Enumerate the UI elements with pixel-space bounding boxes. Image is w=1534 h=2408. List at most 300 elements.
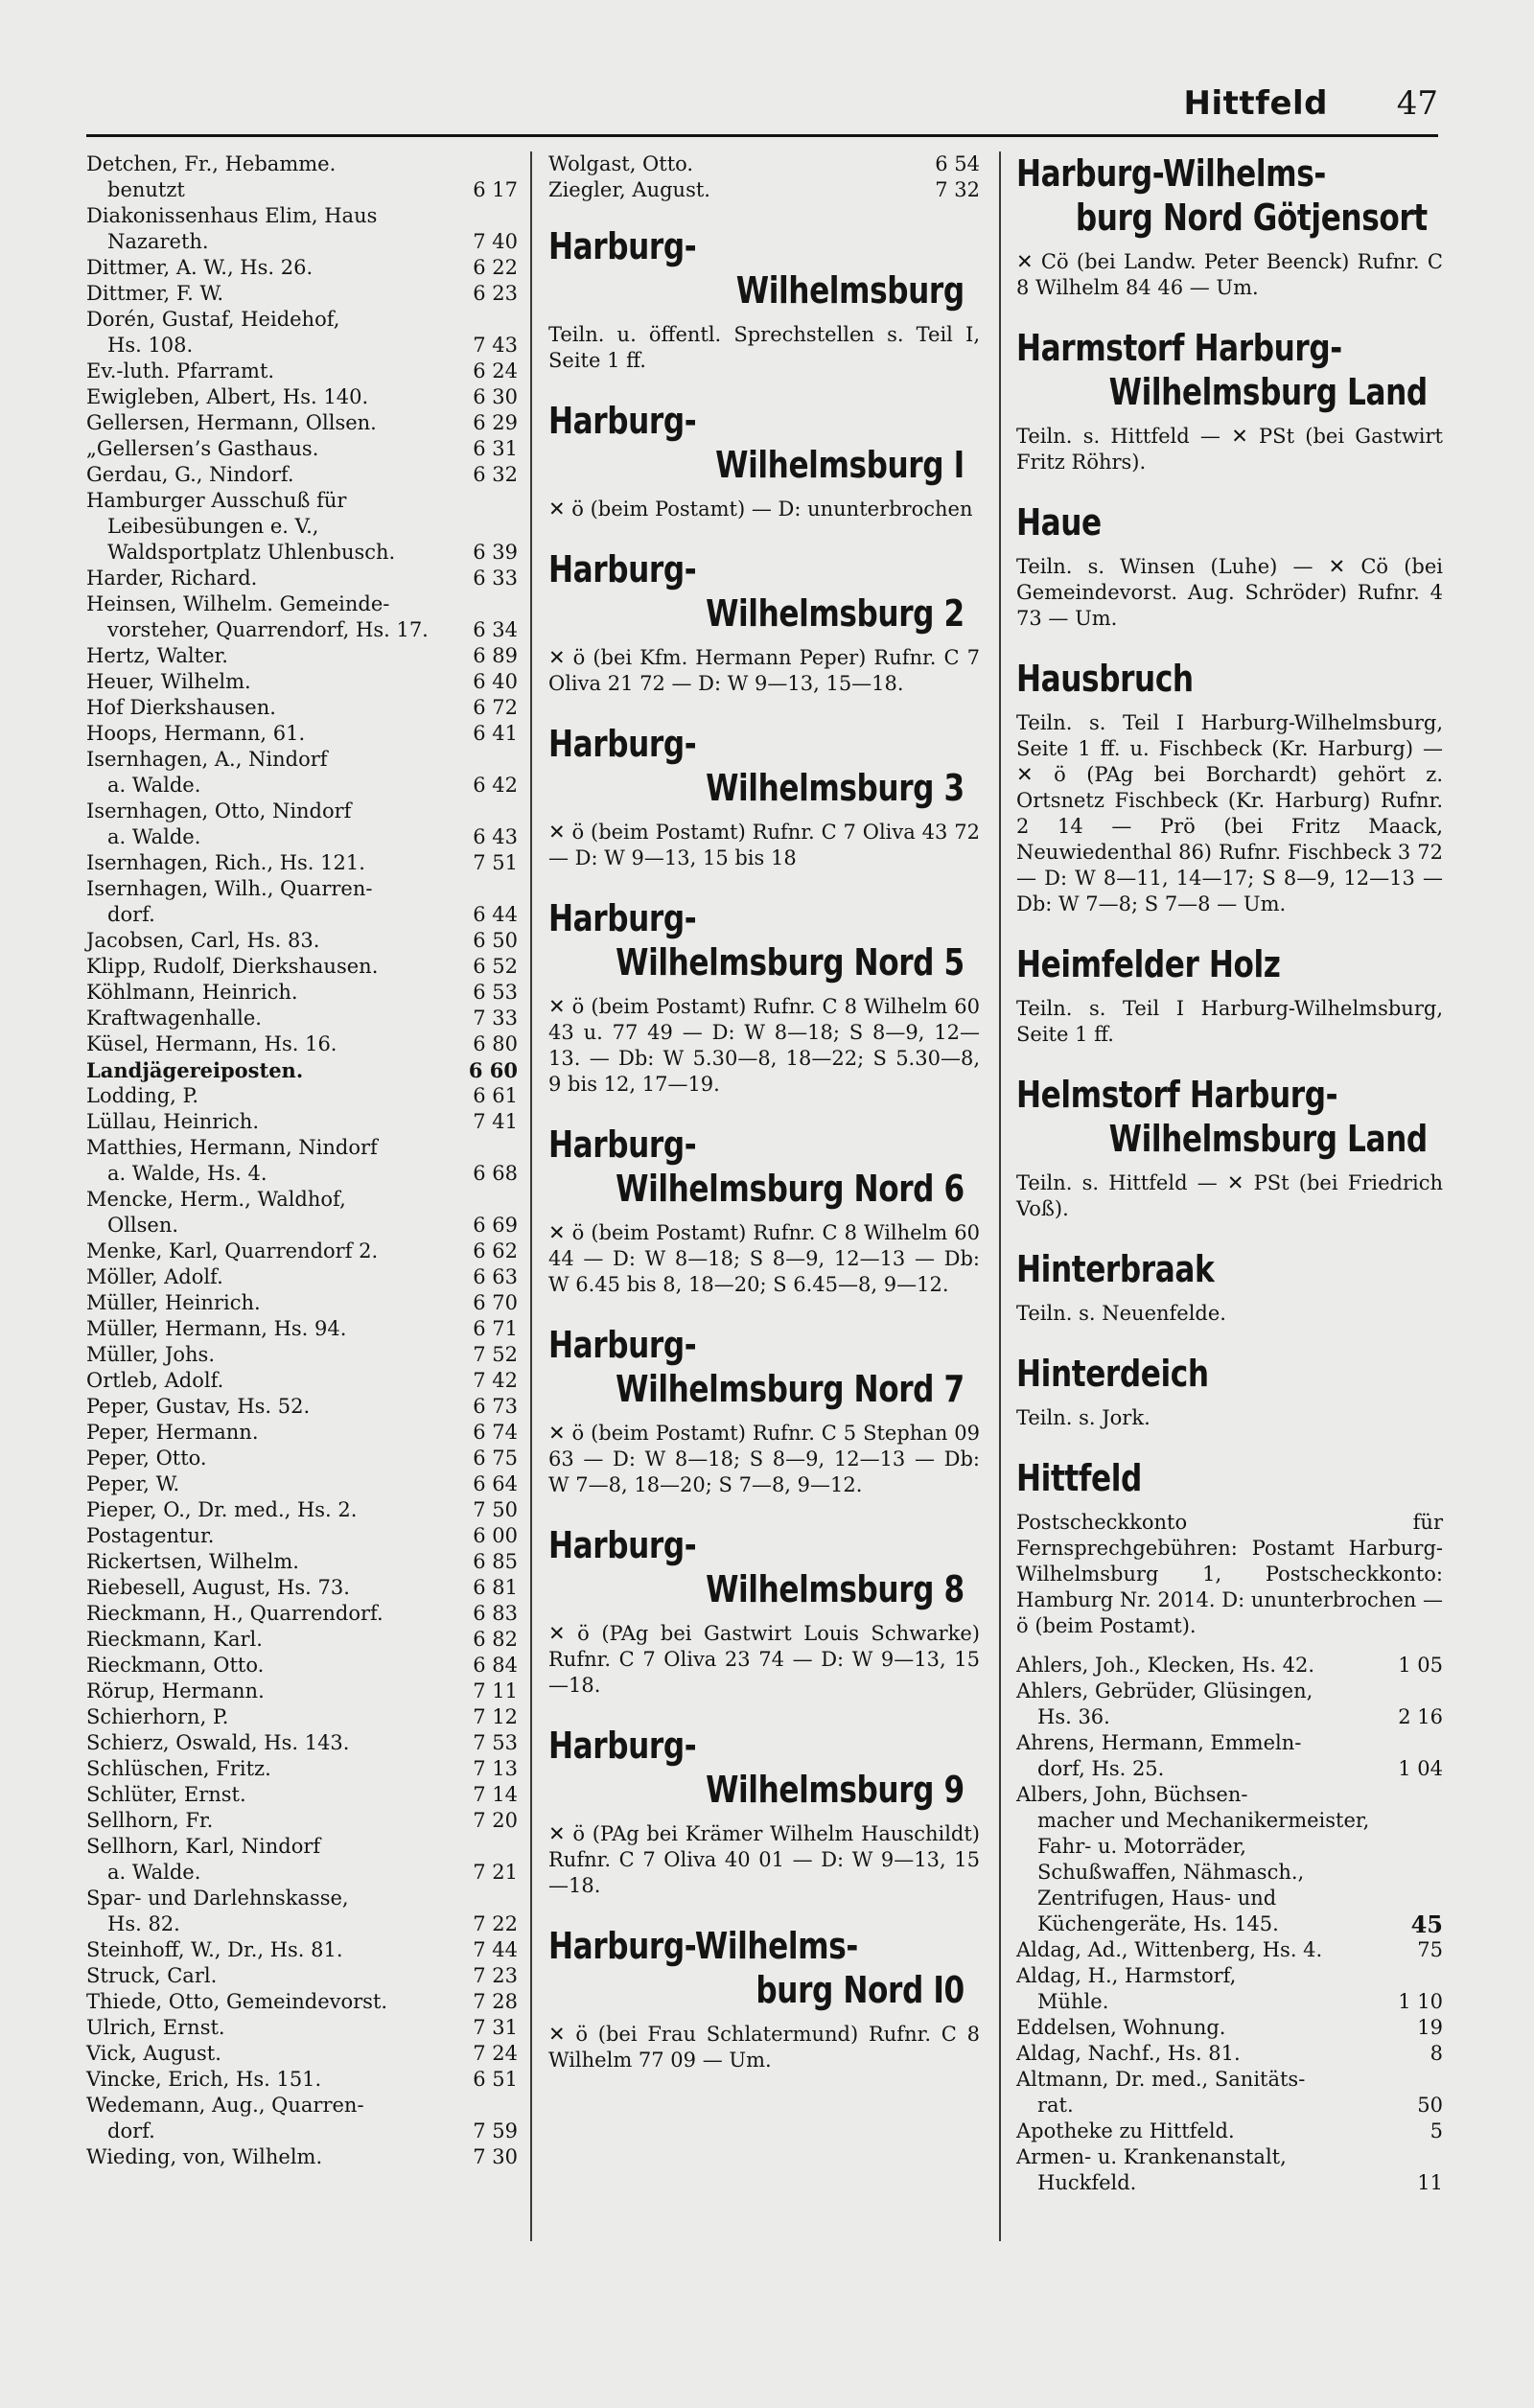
entry-name: Ahlers, Joh., Klecken, Hs. 42. bbox=[1016, 1654, 1315, 1677]
phone-number: 6 17 bbox=[473, 178, 518, 201]
directory-entry bbox=[86, 1523, 518, 1549]
entry-name: Aldag, H., Harmstorf, Mühle. bbox=[1016, 1963, 1389, 2015]
entry-name: Peper, Gustav, Hs. 52. bbox=[86, 1395, 311, 1418]
phone-number: 7 50 bbox=[473, 1498, 518, 1521]
entry-name-continuation: a. Walde, Hs. 4. bbox=[107, 1162, 267, 1185]
entry-name: Apotheke zu Hittfeld. bbox=[1016, 2119, 1235, 2142]
phone-number: 6 52 bbox=[473, 955, 518, 978]
phone-number: 6 32 bbox=[473, 463, 518, 486]
phone-number: 6 68 bbox=[473, 1162, 518, 1185]
entry-name: Menke, Karl, Quarrendorf 2. bbox=[86, 1239, 379, 1262]
place-heading: Harburg- Wilhelmsburg 9 bbox=[548, 1724, 980, 1812]
directory-entry bbox=[86, 1083, 518, 1109]
directory-entry bbox=[1016, 1730, 1443, 1782]
directory-entry bbox=[86, 281, 518, 307]
entry-name: „Gellersen’s Gasthaus. bbox=[86, 437, 319, 460]
place-heading: Hittfeld bbox=[1016, 1457, 1142, 1499]
directory-entry bbox=[86, 1342, 518, 1368]
phone-number: 6 75 bbox=[473, 1447, 518, 1470]
directory-entry bbox=[86, 1963, 518, 1989]
entry-name-continuation: rat. bbox=[1037, 2094, 1074, 2117]
directory-entry bbox=[86, 255, 518, 281]
entry-name: Isernhagen, Wilh., Quarren- dorf. bbox=[86, 876, 464, 928]
place-heading: Harmstorf Harburg- Wilhelmsburg Land bbox=[1016, 326, 1443, 414]
place-section bbox=[548, 1123, 980, 1298]
phone-number: 7 44 bbox=[473, 1938, 518, 1961]
entry-name: Postagentur. bbox=[86, 1524, 215, 1547]
directory-entry bbox=[86, 876, 518, 928]
entry-name: Armen- u. Krankenanstalt, Huckfeld. bbox=[1016, 2144, 1389, 2196]
phone-number: 75 bbox=[1417, 1938, 1443, 1961]
place-info-text: Teiln. s. Hittfeld — ✕ PSt (bei Gastwirt Fritz Röhrs). bbox=[1016, 425, 1443, 474]
directory-entry bbox=[1016, 1679, 1443, 1730]
directory-entry bbox=[86, 1394, 518, 1420]
phone-number: 7 24 bbox=[473, 2042, 518, 2065]
directory-entry bbox=[86, 1057, 518, 1083]
directory-entry bbox=[86, 566, 518, 591]
phone-number: 5 bbox=[1429, 2119, 1443, 2142]
phone-number: 6 82 bbox=[473, 1628, 518, 1651]
entry-name: Lodding, P. bbox=[86, 1084, 199, 1107]
phone-number: 1 05 bbox=[1398, 1654, 1443, 1677]
entry-name: Möller, Adolf. bbox=[86, 1265, 223, 1288]
entry-name: Landjägereiposten. bbox=[86, 1058, 304, 1082]
entry-name: Dittmer, A. W., Hs. 26. bbox=[86, 256, 314, 279]
entry-name: Küsel, Hermann, Hs. 16. bbox=[86, 1032, 337, 1055]
directory-entry bbox=[86, 1782, 518, 1808]
place-section bbox=[548, 547, 980, 697]
phone-number: 6 72 bbox=[473, 696, 518, 719]
directory-entry bbox=[86, 1886, 518, 1937]
phone-number: 7 42 bbox=[473, 1369, 518, 1392]
phone-number: 7 33 bbox=[473, 1007, 518, 1030]
phone-number: 6 54 bbox=[935, 152, 980, 175]
phone-number: 6 34 bbox=[473, 618, 518, 641]
phone-number: 6 64 bbox=[473, 1472, 518, 1495]
phone-number: 7 32 bbox=[935, 178, 980, 201]
place-section bbox=[1016, 1352, 1443, 1431]
entry-name: Schlüschen, Fritz. bbox=[86, 1757, 271, 1780]
place-section bbox=[1016, 151, 1443, 301]
phone-number: 1 10 bbox=[1398, 1990, 1443, 2013]
place-info-text: Teiln. s. Jork. bbox=[1016, 1406, 1150, 1429]
directory-entry bbox=[86, 1368, 518, 1394]
directory-entry bbox=[86, 1627, 518, 1653]
entry-name: Gerdau, G., Nindorf. bbox=[86, 463, 294, 486]
header-place-name: Hittfeld bbox=[1183, 84, 1328, 123]
phone-number: 6 62 bbox=[473, 1239, 518, 1262]
place-info-text: ✕ Cö (bei Landw. Peter Beenck) Rufnr. C 8 Wilhelm 84 46 — Um. bbox=[1016, 250, 1443, 299]
entry-name: Klipp, Rudolf, Dierkshausen. bbox=[86, 955, 379, 978]
entry-name: Pieper, O., Dr. med., Hs. 2. bbox=[86, 1498, 358, 1521]
directory-column-2 bbox=[548, 151, 980, 2073]
entry-name: Detchen, Fr., Hebamme. benutzt bbox=[86, 151, 464, 203]
directory-entry bbox=[86, 695, 518, 721]
entry-name-continuation: Ollsen. bbox=[107, 1214, 179, 1237]
phone-number: 6 39 bbox=[473, 541, 518, 564]
directory-entry bbox=[86, 384, 518, 410]
place-info-text: Postscheckkonto für Fernsprechgebühren: Postamt Harburg-Wilhelmsburg 1, Postscheckkonto: Hamburg Nr. 2014. D: ununterbrochen — ö (beim Postamt). bbox=[1016, 1511, 1443, 1637]
directory-entry bbox=[86, 2093, 518, 2144]
phone-number: 6 63 bbox=[473, 1265, 518, 1288]
entry-name: Sellhorn, Fr. bbox=[86, 1809, 214, 1832]
phone-number: 7 11 bbox=[473, 1679, 518, 1702]
column-divider bbox=[999, 151, 1001, 2241]
directory-entry bbox=[1016, 2015, 1443, 2041]
directory-entry bbox=[548, 177, 980, 203]
phone-number: 7 51 bbox=[473, 851, 518, 874]
phone-number: 6 53 bbox=[473, 981, 518, 1004]
place-heading-line2: Wilhelmsburg Nord 5 bbox=[616, 941, 965, 984]
place-info-text: Teiln. s. Teil I Harburg-Wilhelmsburg, Seite 1 ff. u. Fischbeck (Kr. Harburg) — ✕ ö (PAg bei Borchardt) gehört z. Ortsnetz Fischbeck (Kr. Harburg) Rufnr. 2 14 — Prö (bei Fritz Maack, Neuwiedenthal 86) Rufnr. Fischbeck 3 72 — D: W 8—11, 14—17; S 8—9, 12—13 — Db: W 7—8; S 7—8 — Um. bbox=[1016, 711, 1443, 915]
entry-name: Ewigleben, Albert, Hs. 140. bbox=[86, 385, 369, 408]
directory-entry bbox=[86, 1135, 518, 1187]
directory-entry bbox=[86, 436, 518, 462]
phone-number: 7 21 bbox=[473, 1861, 518, 1884]
entry-name: Schierhorn, P. bbox=[86, 1705, 229, 1728]
directory-entry bbox=[1016, 2144, 1443, 2196]
directory-entry bbox=[86, 1290, 518, 1316]
place-section bbox=[1016, 657, 1443, 917]
phone-number: 6 60 bbox=[468, 1058, 518, 1082]
entry-name: Vick, August. bbox=[86, 2042, 221, 2065]
place-section bbox=[1016, 500, 1443, 632]
place-section bbox=[548, 1323, 980, 1498]
entry-name: Schierz, Oswald, Hs. 143. bbox=[86, 1731, 350, 1754]
entry-name: Hoops, Hermann, 61. bbox=[86, 722, 306, 745]
place-section bbox=[1016, 1073, 1443, 1222]
phone-number: 6 40 bbox=[473, 670, 518, 693]
directory-entry bbox=[1016, 2041, 1443, 2067]
phone-number: 7 40 bbox=[473, 230, 518, 253]
place-heading-line2: burg Nord Götjensort bbox=[1075, 197, 1428, 239]
directory-entry bbox=[86, 669, 518, 695]
entry-name: Wolgast, Otto. bbox=[548, 152, 694, 175]
directory-entry bbox=[86, 1264, 518, 1290]
directory-entry bbox=[86, 462, 518, 488]
phone-number: 7 53 bbox=[473, 1731, 518, 1754]
directory-entry bbox=[86, 307, 518, 359]
place-section bbox=[548, 224, 980, 374]
entry-name-continuation: macher und Mechanikermeister, Fahr- u. Motorräder, Schußwaffen, Nähmasch., Zentrifugen, Haus- und Küchengeräte, Hs. 145. bbox=[1037, 1809, 1370, 1935]
directory-entry bbox=[86, 1006, 518, 1031]
directory-entry bbox=[86, 850, 518, 876]
place-section bbox=[1016, 942, 1443, 1048]
phone-number: 45 bbox=[1410, 1910, 1443, 1938]
phone-number: 6 41 bbox=[473, 722, 518, 745]
directory-entry bbox=[86, 1239, 518, 1264]
directory-entry bbox=[86, 488, 518, 566]
entry-name: Rickertsen, Wilhelm. bbox=[86, 1550, 299, 1573]
entry-name: Rörup, Hermann. bbox=[86, 1679, 265, 1702]
phone-number: 6 50 bbox=[473, 929, 518, 952]
phone-number: 11 bbox=[1417, 2171, 1443, 2194]
place-heading: Harburg- Wilhelmsburg Nord 7 bbox=[548, 1323, 980, 1411]
phone-number: 7 14 bbox=[473, 1783, 518, 1806]
place-info-text: ✕ ö (PAg bei Gastwirt Louis Schwarke) Rufnr. C 7 Oliva 23 74 — D: W 9—13, 15—18. bbox=[548, 1622, 980, 1697]
phone-number: 6 80 bbox=[473, 1032, 518, 1055]
phone-number: 6 89 bbox=[473, 644, 518, 667]
entry-name: Ev.-luth. Pfarramt. bbox=[86, 359, 275, 382]
entry-name: Ahrens, Hermann, Emmeln- dorf, Hs. 25. bbox=[1016, 1730, 1389, 1782]
directory-entry bbox=[86, 643, 518, 669]
entry-name: Altmann, Dr. med., Sanitäts- rat. bbox=[1016, 2067, 1389, 2119]
place-heading: Haue bbox=[1016, 501, 1102, 544]
entry-name: Riebesell, August, Hs. 73. bbox=[86, 1576, 350, 1599]
directory-entry bbox=[86, 1730, 518, 1756]
phone-number: 6 81 bbox=[473, 1576, 518, 1599]
directory-entry bbox=[86, 1601, 518, 1627]
entry-name: Struck, Carl. bbox=[86, 1964, 218, 1987]
phone-number: 6 83 bbox=[473, 1602, 518, 1625]
phone-number: 19 bbox=[1417, 2016, 1443, 2039]
phone-number: 6 31 bbox=[473, 437, 518, 460]
directory-entry bbox=[86, 1549, 518, 1575]
directory-entry bbox=[86, 591, 518, 643]
entry-name: Kraftwagenhalle. bbox=[86, 1007, 262, 1030]
directory-entry bbox=[86, 1834, 518, 1886]
place-info-text: ✕ ö (bei Frau Schlatermund) Rufnr. C 8 Wilhelm 77 09 — Um. bbox=[548, 2023, 980, 2072]
entry-name: Diakonissenhaus Elim, Haus Nazareth. bbox=[86, 203, 464, 255]
entry-name: Hertz, Walter. bbox=[86, 644, 228, 667]
entry-name: Heinsen, Wilhelm. Gemeinde- vorsteher, Quarrendorf, Hs. 17. bbox=[86, 591, 464, 643]
entry-name-continuation: Nazareth. bbox=[107, 230, 209, 253]
phone-number: 6 84 bbox=[473, 1654, 518, 1677]
entry-name-continuation: Hs. 36. bbox=[1037, 1705, 1110, 1728]
place-heading-line2: Wilhelmsburg 8 bbox=[706, 1568, 965, 1610]
entry-name: Eddelsen, Wohnung. bbox=[1016, 2016, 1226, 2039]
entry-name: Müller, Heinrich. bbox=[86, 1291, 261, 1314]
entry-name: Harder, Richard. bbox=[86, 567, 258, 590]
phone-number: 6 61 bbox=[473, 1084, 518, 1107]
phone-number: 6 22 bbox=[473, 256, 518, 279]
place-heading: Harburg- Wilhelmsburg Nord 5 bbox=[548, 896, 980, 984]
directory-entry bbox=[86, 1679, 518, 1704]
phone-number: 8 bbox=[1429, 2042, 1443, 2065]
entry-name: Peper, Otto. bbox=[86, 1447, 207, 1470]
place-heading-line2: Wilhelmsburg Land bbox=[1108, 371, 1428, 413]
place-heading-line2: Wilhelmsburg 9 bbox=[706, 1769, 965, 1811]
entry-name: Heuer, Wilhelm. bbox=[86, 670, 251, 693]
directory-entry bbox=[86, 721, 518, 747]
entry-name: Rieckmann, Karl. bbox=[86, 1628, 263, 1651]
directory-entry bbox=[86, 1109, 518, 1135]
entry-name: Jacobsen, Carl, Hs. 83. bbox=[86, 929, 320, 952]
place-heading: Harburg- Wilhelmsburg bbox=[548, 224, 980, 313]
entry-name-continuation: Huckfeld. bbox=[1037, 2171, 1137, 2194]
place-info-text: Teiln. s. Hittfeld — ✕ PSt (bei Friedrich Voß). bbox=[1016, 1171, 1443, 1220]
directory-entry bbox=[86, 980, 518, 1006]
directory-entry bbox=[86, 1497, 518, 1523]
entry-name: Albers, John, Büchsen- macher und Mechanikermeister, Fahr- u. Motorräder, Schußwaffen, Nähmasch., Zentrifugen, Haus- und Küchengeräte, Hs. 145. bbox=[1016, 1782, 1389, 1937]
directory-entry bbox=[86, 1808, 518, 1834]
place-section bbox=[548, 1924, 980, 2073]
place-heading-line2: Wilhelmsburg I bbox=[715, 444, 965, 486]
phone-number: 7 12 bbox=[473, 1705, 518, 1728]
directory-entry bbox=[86, 2041, 518, 2067]
entry-name: Gellersen, Hermann, Ollsen. bbox=[86, 411, 377, 434]
hittfeld-subscriber-list bbox=[1016, 1653, 1443, 2196]
place-info-text: ✕ ö (beim Postamt) Rufnr. C 7 Oliva 43 72 — D: W 9—13, 15 bis 18 bbox=[548, 821, 980, 869]
phone-number: 6 74 bbox=[473, 1421, 518, 1444]
phone-number: 7 20 bbox=[473, 1809, 518, 1832]
phone-number: 1 04 bbox=[1398, 1757, 1443, 1780]
phone-number: 2 16 bbox=[1398, 1705, 1443, 1728]
directory-entry bbox=[86, 359, 518, 384]
entry-name: Isernhagen, Rich., Hs. 121. bbox=[86, 851, 365, 874]
phone-number: 6 29 bbox=[473, 411, 518, 434]
place-heading-line2: Wilhelmsburg Nord 7 bbox=[616, 1368, 965, 1410]
directory-entry bbox=[86, 1471, 518, 1497]
entry-name: Dorén, Gustaf, Heidehof, Hs. 108. bbox=[86, 307, 464, 359]
entry-name-continuation: Mühle. bbox=[1037, 1990, 1109, 2013]
directory-entry bbox=[86, 2144, 518, 2170]
place-section bbox=[548, 896, 980, 1098]
entry-name-continuation: Hs. 108. bbox=[107, 334, 194, 357]
directory-entry bbox=[86, 2067, 518, 2093]
place-info-text: ✕ ö (beim Postamt) Rufnr. C 8 Wilhelm 60 43 u. 77 49 — D: W 8—18; S 8—9, 12—13. — Db: W 5.30—8, 18—22; S 5.30—8, 9 bis 12, 17—19. bbox=[548, 995, 980, 1096]
directory-entry bbox=[1016, 1653, 1443, 1679]
directory-entry bbox=[86, 1446, 518, 1471]
phone-number: 6 51 bbox=[473, 2068, 518, 2091]
place-heading: Harburg-Wilhelms- burg Nord Götjensort bbox=[1016, 151, 1443, 240]
directory-entry bbox=[86, 1031, 518, 1057]
phone-number: 7 59 bbox=[473, 2119, 518, 2142]
entry-name: Ziegler, August. bbox=[548, 178, 710, 201]
place-info-text: ✕ ö (beim Postamt) Rufnr. C 8 Wilhelm 60 44 — D: W 8—18; S 8—9, 12—13 — Db: W 6.45 bis 8, 18—20; S 6.45—8, 9—12. bbox=[548, 1221, 980, 1296]
entry-name: Mencke, Herm., Waldhof, Ollsen. bbox=[86, 1187, 464, 1239]
directory-entry bbox=[1016, 2119, 1443, 2144]
entry-name: Matthies, Hermann, Nindorf a. Walde, Hs. 4. bbox=[86, 1135, 464, 1187]
phone-number: 6 24 bbox=[473, 359, 518, 382]
place-heading-line2: Wilhelmsburg 3 bbox=[706, 767, 965, 809]
entry-name: Köhlmann, Heinrich. bbox=[86, 981, 298, 1004]
entry-name: Ahlers, Gebrüder, Glüsingen, Hs. 36. bbox=[1016, 1679, 1389, 1730]
phone-number: 7 28 bbox=[473, 1990, 518, 2013]
entry-name: Peper, Hermann. bbox=[86, 1421, 259, 1444]
directory-entry bbox=[86, 410, 518, 436]
phone-number: 6 33 bbox=[473, 567, 518, 590]
entry-name: Isernhagen, A., Nindorf a. Walde. bbox=[86, 747, 464, 799]
place-heading-line2: Wilhelmsburg bbox=[735, 269, 965, 312]
place-section bbox=[1016, 1247, 1443, 1327]
entry-name-continuation: Hs. 82. bbox=[107, 1912, 180, 1935]
place-info-text: Teiln. u. öffentl. Sprechstellen s. Teil I, Seite 1 ff. bbox=[548, 323, 980, 372]
place-info-text: ✕ ö (beim Postamt) Rufnr. C 5 Stephan 09 63 — D: W 8—18; S 8—9, 12—13 — Db: W 7—8, 18—20; S 7—8, 9—12. bbox=[548, 1422, 980, 1496]
place-section bbox=[548, 722, 980, 871]
entry-name-continuation: a. Walde. bbox=[107, 1861, 201, 1884]
place-heading: Harburg- Wilhelmsburg Nord 6 bbox=[548, 1123, 980, 1211]
phone-number: 6 70 bbox=[473, 1291, 518, 1314]
phone-number: 7 13 bbox=[473, 1757, 518, 1780]
place-heading: Helmstorf Harburg- Wilhelmsburg Land bbox=[1016, 1073, 1443, 1161]
place-section bbox=[1016, 326, 1443, 475]
place-info-text: ✕ ö (PAg bei Krämer Wilhelm Hauschildt) Rufnr. C 7 Oliva 40 01 — D: W 9—13, 15—18. bbox=[548, 1822, 980, 1897]
entry-name: Hof Dierkshausen. bbox=[86, 696, 276, 719]
entry-name: Rieckmann, Otto. bbox=[86, 1654, 265, 1677]
page-header bbox=[86, 84, 1438, 134]
phone-number: 6 44 bbox=[473, 903, 518, 926]
directory-entry bbox=[1016, 1782, 1443, 1937]
entry-name: Isernhagen, Otto, Nindorf a. Walde. bbox=[86, 799, 464, 850]
entry-name: Peper, W. bbox=[86, 1472, 180, 1495]
entry-name-continuation: dorf. bbox=[107, 2119, 155, 2142]
phone-number: 6 69 bbox=[473, 1214, 518, 1237]
phone-number: 7 41 bbox=[473, 1110, 518, 1133]
directory-entry bbox=[86, 1316, 518, 1342]
place-info-text: ✕ ö (beim Postamt) — D: ununterbrochen bbox=[548, 498, 973, 521]
place-heading: Harburg-Wilhelms- burg Nord I0 bbox=[548, 1924, 980, 2012]
entry-name: Aldag, Ad., Wittenberg, Hs. 4. bbox=[1016, 1938, 1323, 1961]
place-heading: Harburg- Wilhelmsburg 8 bbox=[548, 1523, 980, 1611]
place-heading: Hinterbraak bbox=[1016, 1248, 1215, 1290]
place-heading: Harburg- Wilhelmsburg 2 bbox=[548, 547, 980, 636]
directory-column-3 bbox=[1016, 151, 1443, 2196]
directory-entry bbox=[86, 747, 518, 799]
directory-entry bbox=[86, 2015, 518, 2041]
place-heading-line2: Wilhelmsburg Land bbox=[1108, 1118, 1428, 1160]
entry-name: Wedemann, Aug., Quarren- dorf. bbox=[86, 2093, 464, 2144]
header-rule bbox=[86, 134, 1438, 137]
directory-entry bbox=[86, 203, 518, 255]
place-heading-line2: burg Nord I0 bbox=[755, 1969, 965, 2011]
entry-name: Dittmer, F. W. bbox=[86, 282, 224, 305]
place-heading-line2: Wilhelmsburg 2 bbox=[706, 592, 965, 635]
entry-name: Müller, Johs. bbox=[86, 1343, 216, 1366]
entry-name: Wieding, von, Wilhelm. bbox=[86, 2145, 323, 2168]
directory-entry bbox=[86, 1420, 518, 1446]
entry-name-continuation: a. Walde. bbox=[107, 825, 201, 848]
directory-entry bbox=[1016, 2067, 1443, 2119]
page-number: 47 bbox=[1396, 84, 1438, 123]
entry-name: Müller, Hermann, Hs. 94. bbox=[86, 1317, 347, 1340]
place-heading: Heimfelder Holz bbox=[1016, 943, 1281, 985]
place-heading: Harburg- Wilhelmsburg I bbox=[548, 399, 980, 487]
entry-name-continuation: a. Walde. bbox=[107, 774, 201, 797]
phone-number: 50 bbox=[1417, 2094, 1443, 2117]
entry-name: Ortleb, Adolf. bbox=[86, 1369, 224, 1392]
directory-entry bbox=[86, 151, 518, 203]
place-info-text: ✕ ö (bei Kfm. Hermann Peper) Rufnr. C 7 Oliva 21 72 — D: W 9—13, 15—18. bbox=[548, 646, 980, 695]
entry-name: Ulrich, Ernst. bbox=[86, 2016, 225, 2039]
directory-entry bbox=[86, 1575, 518, 1601]
place-section bbox=[548, 399, 980, 522]
entry-name: Vincke, Erich, Hs. 151. bbox=[86, 2068, 322, 2091]
entry-name: Rieckmann, H., Quarrendorf. bbox=[86, 1602, 384, 1625]
entry-name: Lüllau, Heinrich. bbox=[86, 1110, 259, 1133]
directory-entry bbox=[86, 954, 518, 980]
entry-name: Aldag, Nachf., Hs. 81. bbox=[1016, 2042, 1241, 2065]
phone-number: 6 30 bbox=[473, 385, 518, 408]
entry-name-continuation: Leibesübungen e. V., Waldsportplatz Uhlenbusch. bbox=[107, 515, 396, 564]
phone-number: 6 85 bbox=[473, 1550, 518, 1573]
directory-entry bbox=[86, 1989, 518, 2015]
phone-number: 6 23 bbox=[473, 282, 518, 305]
place-section bbox=[548, 1523, 980, 1699]
directory-entry bbox=[1016, 1937, 1443, 1963]
place-heading: Hausbruch bbox=[1016, 658, 1194, 700]
phone-number: 7 30 bbox=[473, 2145, 518, 2168]
phone-number: 6 00 bbox=[473, 1524, 518, 1547]
entry-name: Steinhoff, W., Dr., Hs. 81. bbox=[86, 1938, 343, 1961]
place-info-text: Teiln. s. Winsen (Luhe) — ✕ Cö (bei Gemeindevorst. Aug. Schröder) Rufnr. 4 73 — Um. bbox=[1016, 555, 1443, 630]
place-info-text: Teiln. s. Teil I Harburg-Wilhelmsburg, Seite 1 ff. bbox=[1016, 997, 1443, 1046]
column-divider bbox=[530, 151, 532, 2241]
directory-entry bbox=[86, 1653, 518, 1679]
phone-number: 7 22 bbox=[473, 1912, 518, 1935]
entry-name: Spar- und Darlehnskasse, Hs. 82. bbox=[86, 1886, 464, 1937]
phone-number: 7 52 bbox=[473, 1343, 518, 1366]
